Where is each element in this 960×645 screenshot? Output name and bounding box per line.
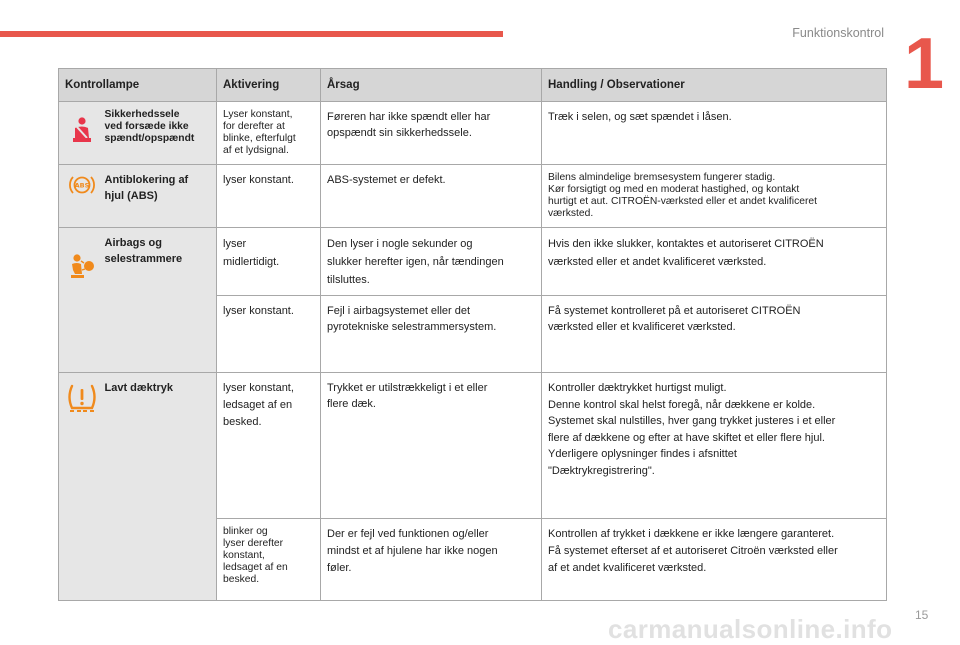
aktivering-cell: lyser konstant. bbox=[217, 296, 321, 373]
aktivering-cell: lyser konstant, ledsaget af en besked. bbox=[217, 373, 321, 519]
table-row bbox=[59, 165, 887, 228]
aktivering-cell: lyser midlertidigt. bbox=[217, 228, 321, 296]
table-row bbox=[59, 373, 887, 519]
arsag-cell: Fejl i airbagsystemet eller det pyrotekniske selestrammersystem. bbox=[321, 296, 542, 373]
airbag-warning-icon bbox=[68, 252, 96, 280]
handling-cell: Kontroller dæktrykket hurtigst muligt. Denne kontrol skal helst foregå, når dækkene er kolde. Systemet skal nulstilles, hver gang trykket justeres i et eller flere af dækkene og efter at have skiftet et eller flere hjul. Yderligere oplysninger findes i afsnittet "Dæktrykregistrering". bbox=[542, 373, 887, 519]
arsag-cell: Den lyser i nogle sekunder og slukker herefter igen, når tændingen tilsluttes. bbox=[321, 228, 542, 296]
row-name: Airbags og selestrammere bbox=[105, 228, 217, 373]
section-title: Funktionskontrol bbox=[792, 26, 884, 40]
watermark: carmanualsonline.info bbox=[608, 614, 893, 644]
icon-cell bbox=[59, 102, 105, 165]
table-row bbox=[59, 228, 887, 296]
page-number: 15 bbox=[915, 608, 929, 622]
aktivering-cell: Lyser konstant, for derefter at blinke, efterfulgt af et lydsignal. bbox=[217, 102, 321, 165]
arsag-cell: Trykket er utilstrækkeligt i et eller flere dæk. bbox=[321, 373, 542, 519]
seatbelt-warning-icon bbox=[69, 116, 95, 146]
abs-warning-icon bbox=[68, 173, 96, 197]
handling-cell: Få systemet kontrolleret på et autoriseret CITROËN værksted eller et kvalificeret værksted. bbox=[542, 296, 887, 373]
header-aktivering: Aktivering bbox=[217, 69, 321, 102]
header-arsag: Årsag bbox=[321, 69, 542, 102]
icon-cell bbox=[59, 373, 105, 601]
section-accent-bar bbox=[0, 31, 503, 37]
table-row bbox=[59, 102, 887, 165]
row-name: Sikkerhedssele ved forsæde ikke spændt/opspændt bbox=[105, 102, 217, 165]
row-name: Lavt dæktryk bbox=[105, 373, 217, 601]
icon-cell bbox=[59, 228, 105, 373]
warning-lights-table bbox=[58, 68, 887, 601]
table-header-row bbox=[59, 69, 887, 102]
handling-cell: Bilens almindelige bremsesystem fungerer stadig. Kør forsigtigt og med en moderat hastighed, og kontakt hurtigt et aut. CITROËN-værksted eller et andet kvalificeret værksted. bbox=[542, 165, 887, 228]
arsag-cell: Føreren har ikke spændt eller har opspændt sin sikkerhedssele. bbox=[321, 102, 542, 165]
handling-cell: Kontrollen af trykket i dækkene er ikke længere garanteret. Få systemet efterset af et autoriseret Citroën værksted eller af et andet kvalificeret værksted. bbox=[542, 519, 887, 601]
header-kontrollampe: Kontrollampe bbox=[59, 69, 217, 102]
chapter-number: 1 bbox=[904, 24, 945, 104]
aktivering-cell: lyser konstant. bbox=[217, 165, 321, 228]
handling-cell: Træk i selen, og sæt spændet i låsen. bbox=[542, 102, 887, 165]
header-handling: Handling / Observationer bbox=[542, 69, 887, 102]
row-name: Antiblokering af hjul (ABS) bbox=[105, 165, 217, 228]
arsag-cell: Der er fejl ved funktionen og/eller mindst et af hjulene har ikke nogen føler. bbox=[321, 519, 542, 601]
handling-cell: Hvis den ikke slukker, kontaktes et autoriseret CITROËN værksted eller et andet kvalificeret værksted. bbox=[542, 228, 887, 296]
aktivering-cell: blinker og lyser derefter konstant, ledsaget af en besked. bbox=[217, 519, 321, 601]
arsag-cell: ABS-systemet er defekt. bbox=[321, 165, 542, 228]
svg-text:ABS: ABS bbox=[74, 181, 90, 190]
icon-cell bbox=[59, 165, 105, 228]
tyre-pressure-warning-icon bbox=[65, 383, 99, 413]
